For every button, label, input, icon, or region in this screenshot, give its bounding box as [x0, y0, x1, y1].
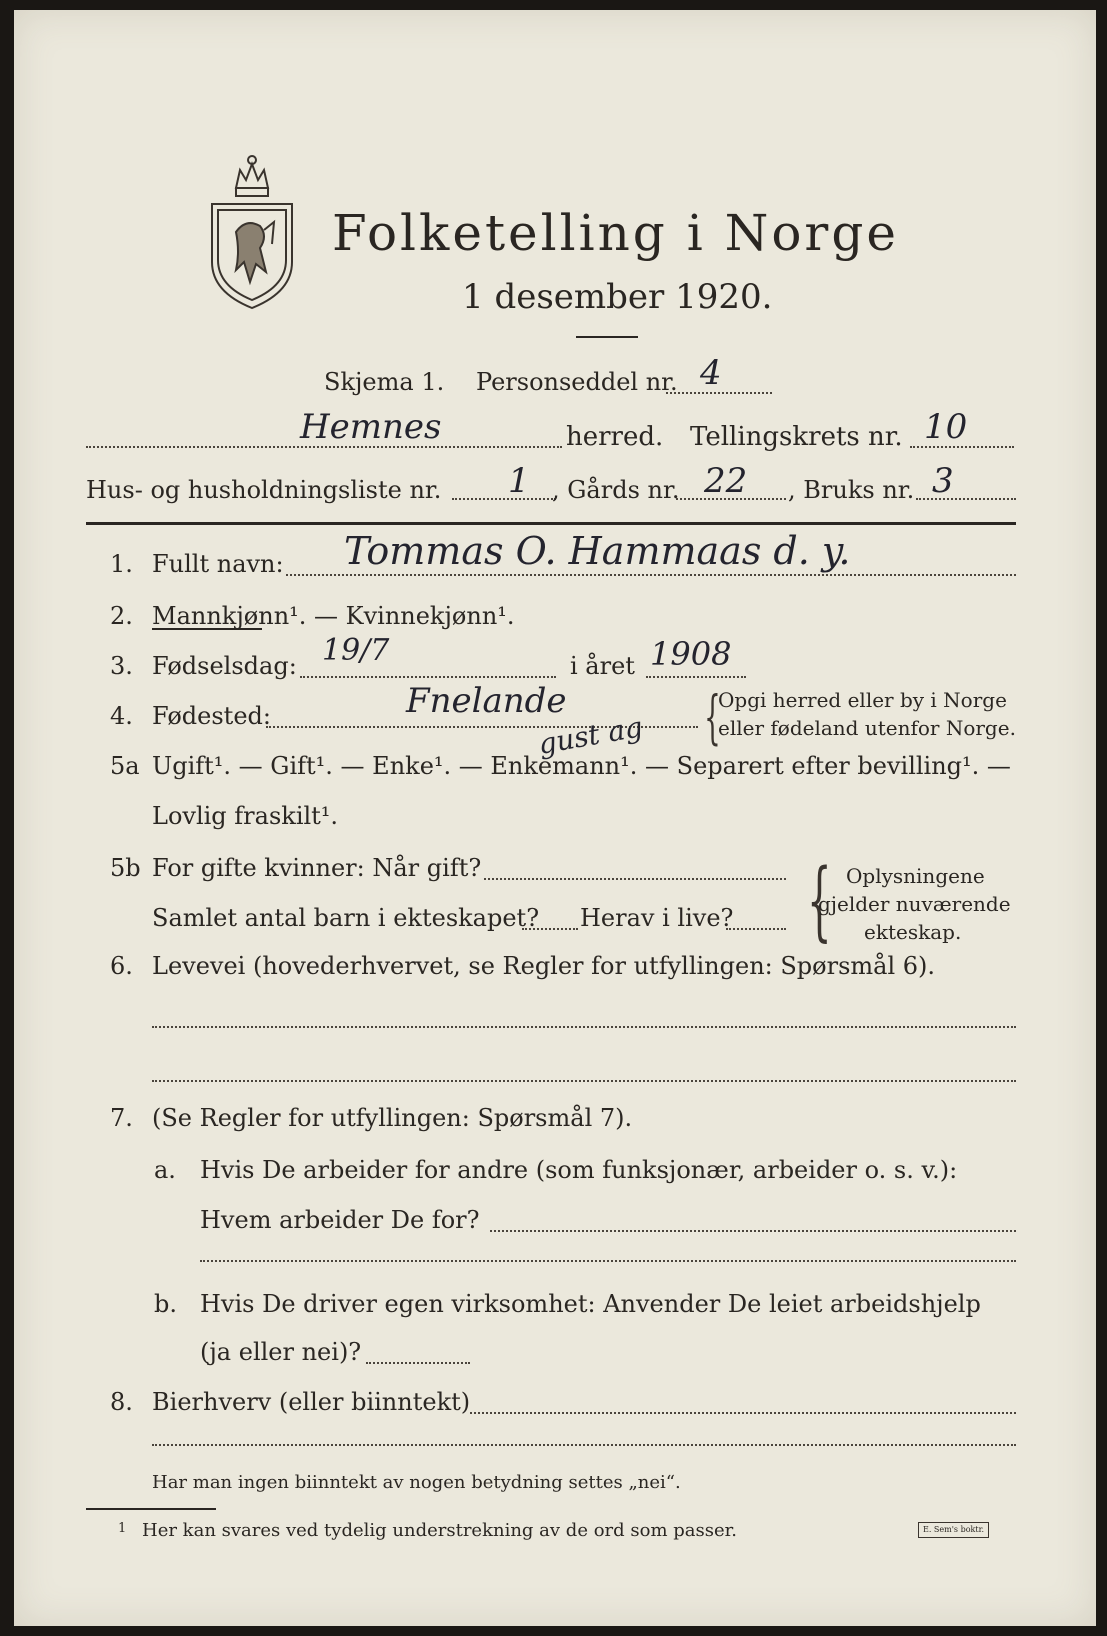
q3-year-line: [646, 676, 746, 678]
q5b-brace: {: [807, 851, 832, 951]
q7a-label: Hvis De arbeider for andre (som funksjonær, arbeider o. s. v.):: [200, 1156, 958, 1184]
q5a-number: 5a: [110, 752, 140, 780]
q7-label: (Se Regler for utfyllingen: Spørsmål 7).: [152, 1104, 633, 1132]
q4-brace: {: [704, 683, 721, 751]
footer-note: Har man ingen biinntekt av nogen betydning settes „nei“.: [152, 1472, 681, 1493]
q5b-note-2: gjelder nuværende: [818, 892, 1011, 916]
q5b-note-1: Oplysningene: [846, 864, 985, 888]
q6-number: 6.: [110, 952, 133, 980]
q4-label: Fødested:: [152, 702, 271, 730]
q2-number: 2.: [110, 602, 133, 630]
q3-label: Fødselsdag:: [152, 652, 297, 680]
personseddel-label: Personseddel nr.: [476, 368, 678, 396]
q4-note-2: eller fødeland utenfor Norge.: [718, 716, 1016, 740]
q1-number: 1.: [110, 550, 133, 578]
q8-label: Bierhverv (eller biinntekt): [152, 1388, 471, 1416]
footnote-mark: 1: [118, 1521, 127, 1536]
census-form: [14, 10, 1096, 1626]
q3-number: 3.: [110, 652, 133, 680]
tellingskrets-label: Tellingskrets nr.: [690, 422, 903, 452]
coat-of-arms-icon: [206, 152, 298, 312]
footnote-text: Her kan svares ved tydelig understrekning av de ord som passer.: [142, 1520, 737, 1541]
q8-number: 8.: [110, 1388, 133, 1416]
q6-line-2: [152, 1080, 1016, 1082]
q5a-label-2: Lovlig fraskilt¹.: [152, 802, 339, 830]
q2-label: Mannkjønn¹. — Kvinnekjønn¹.: [152, 602, 515, 630]
skjema-label: Skjema 1.: [324, 368, 445, 396]
q4-note-1: Opgi herred eller by i Norge: [718, 688, 1007, 712]
title-rule: [576, 336, 638, 338]
q2-underline: [152, 628, 262, 630]
tellingskrets-value[interactable]: 10: [924, 407, 968, 447]
q7a-number: a.: [154, 1156, 176, 1184]
q8-line-1: [470, 1412, 1016, 1414]
q3-value[interactable]: 19/7: [322, 633, 390, 668]
q1-label: Fullt navn:: [152, 550, 284, 578]
herred-value[interactable]: Hemnes: [300, 407, 442, 447]
q5b-line-1: [484, 878, 786, 880]
form-title: Folketelling i Norge: [332, 204, 899, 262]
q7-number: 7.: [110, 1104, 133, 1132]
bruks-line: [916, 498, 1016, 500]
q3-line: [300, 676, 556, 678]
bruks-value[interactable]: 3: [932, 461, 954, 501]
q1-value[interactable]: Tommas O. Hammaas d. y.: [344, 529, 851, 573]
hus-line: [452, 498, 556, 500]
q3-year-label: i året: [570, 652, 635, 680]
q5a-label: Ugift¹. — Gift¹. — Enke¹. — Enkemann¹. — Separert efter bevilling¹. —: [152, 752, 1011, 780]
q6-label: Levevei (hovederhvervet, se Regler for utfyllingen: Spørsmål 6).: [152, 952, 936, 980]
q7a-line-1: [490, 1230, 1016, 1232]
q5a-annotation[interactable]: gust ag: [535, 710, 646, 761]
personseddel-value[interactable]: 4: [700, 353, 722, 393]
q7b-label: Hvis De driver egen virksomhet: Anvender De leiet arbeidshjelp: [200, 1290, 981, 1318]
hus-label: Hus- og husholdningsliste nr.: [86, 476, 442, 504]
q5b-number: 5b: [110, 854, 141, 882]
q8-line-2: [152, 1444, 1016, 1446]
q5b-note-3: ekteskap.: [864, 920, 962, 944]
q1-line: [286, 574, 1016, 576]
q4-number: 4.: [110, 702, 133, 730]
q5b-label: For gifte kvinner: Når gift?: [152, 854, 482, 882]
gards-label: , Gårds nr.: [552, 476, 680, 504]
q7b-label-2: (ja eller nei)?: [200, 1338, 362, 1366]
q7b-number: b.: [154, 1290, 177, 1318]
q4-value[interactable]: Fnelande: [406, 681, 567, 721]
bruks-label: , Bruks nr.: [788, 476, 915, 504]
hus-value[interactable]: 1: [508, 461, 530, 501]
q6-line-1: [152, 1026, 1016, 1028]
census-date: 1 desember 1920.: [462, 277, 773, 317]
q5b-label-3: Herav i live?: [580, 904, 734, 932]
gards-value[interactable]: 22: [704, 461, 748, 501]
footnote-rule: [86, 1508, 216, 1510]
header-divider: [86, 522, 1016, 525]
q3-year-value[interactable]: 1908: [650, 635, 732, 673]
q7a-line-2: [200, 1260, 1016, 1262]
q7a-label-2: Hvem arbeider De for?: [200, 1206, 480, 1234]
q5b-label-2: Samlet antal barn i ekteskapet?: [152, 904, 540, 932]
q5b-line-2: [522, 928, 578, 930]
printer-stamp: E. Sem's boktr.: [918, 1522, 989, 1538]
herred-label: herred.: [566, 422, 664, 452]
q7b-line: [366, 1362, 470, 1364]
q5b-line-3: [726, 928, 786, 930]
